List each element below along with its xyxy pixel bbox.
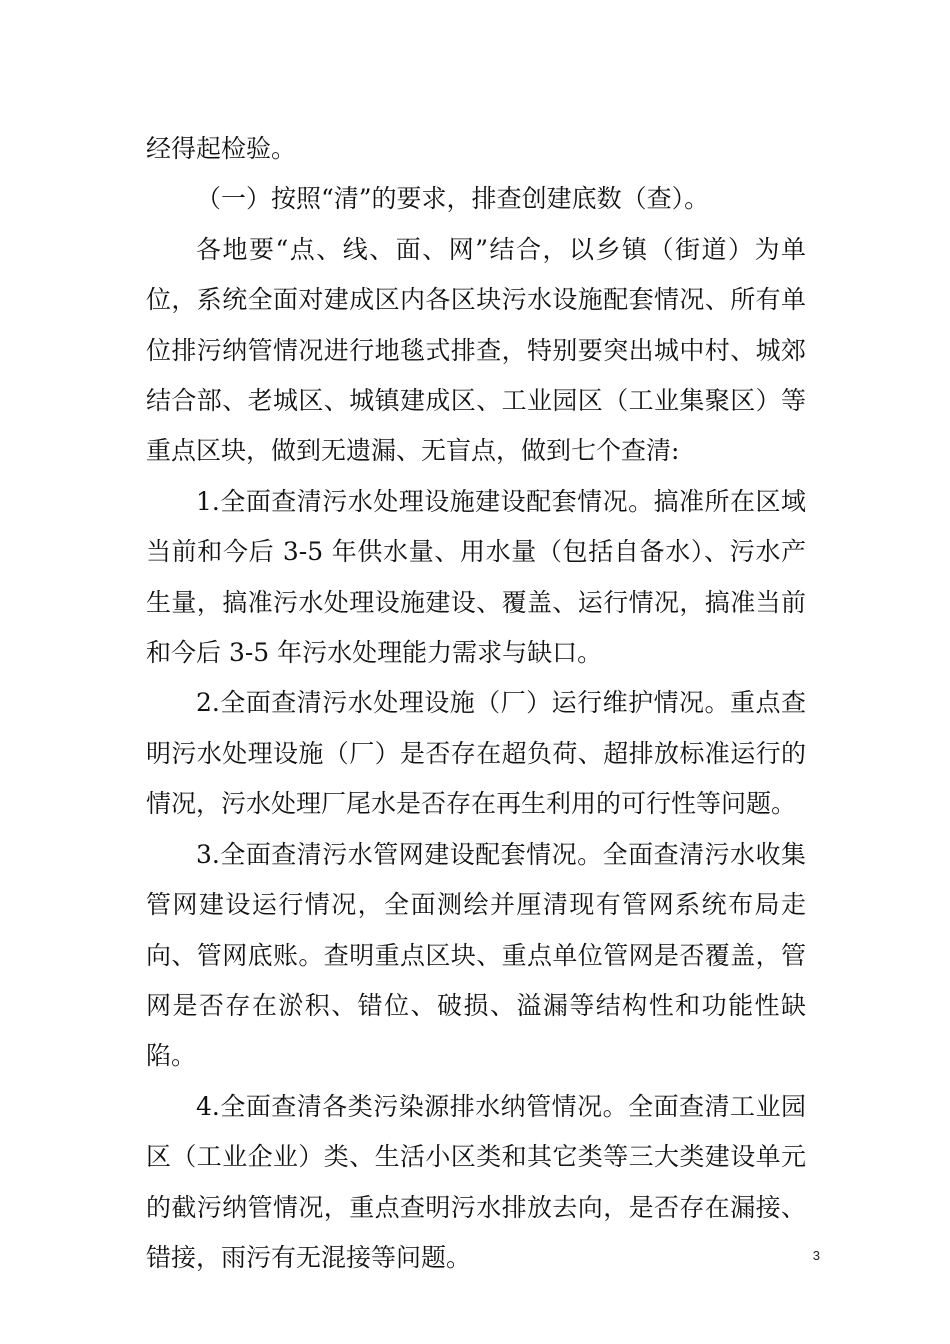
paragraph-continuation: 经得起检验。 xyxy=(146,134,297,163)
page-number: 3 xyxy=(812,1248,820,1263)
section-heading: （一）按照“清”的要求，排查创建底数（查）。 xyxy=(196,184,710,214)
document-body xyxy=(146,124,806,1283)
paragraph-intro: 各地要“点、线、面、网”结合，以乡镇（街道）为单位，系统全面对建成区内各区块污水设施配套情况、所有单位排污纳管情况进行地毯式排查，特别要突出城中村、城郊结合部、老城区、城镇建成区、工业园区（工业集聚区）等重点区块，做到无遗漏、无盲点，做到七个查清: xyxy=(146,234,806,466)
list-item-3: 3.全面查清污水管网建设配套情况。全面查清污水收集管网建设运行情况，全面测绘并厘清现有管网系统布局走向、管网底账。查明重点区块、重点单位管网是否覆盖，管网是否存在淤积、错位、破损、溢漏等结构性和功能性缺陷。 xyxy=(146,839,806,1071)
list-item-4: 4.全面查清各类污染源排水纳管情况。全面查清工业园区（工业企业）类、生活小区类和其它类等三大类建设单元的截污纳管情况，重点查明污水排放去向，是否存在漏接、错接，雨污有无混接等问题。 xyxy=(146,1091,806,1272)
list-item-2: 2.全面查清污水处理设施（厂）运行维护情况。重点查明污水处理设施（厂）是否存在超负荷、超排放标准运行的情况，污水处理厂尾水是否存在再生利用的可行性等问题。 xyxy=(146,688,806,819)
list-item-1: 1.全面查清污水处理设施建设配套情况。搞准所在区域当前和今后 3-5 年供水量、用水量（包括自备水）、污水产生量，搞准污水处理设施建设、覆盖、运行情况，搞准当前和今后 3-5 年污水处理能力需求与缺口。 xyxy=(146,486,806,668)
